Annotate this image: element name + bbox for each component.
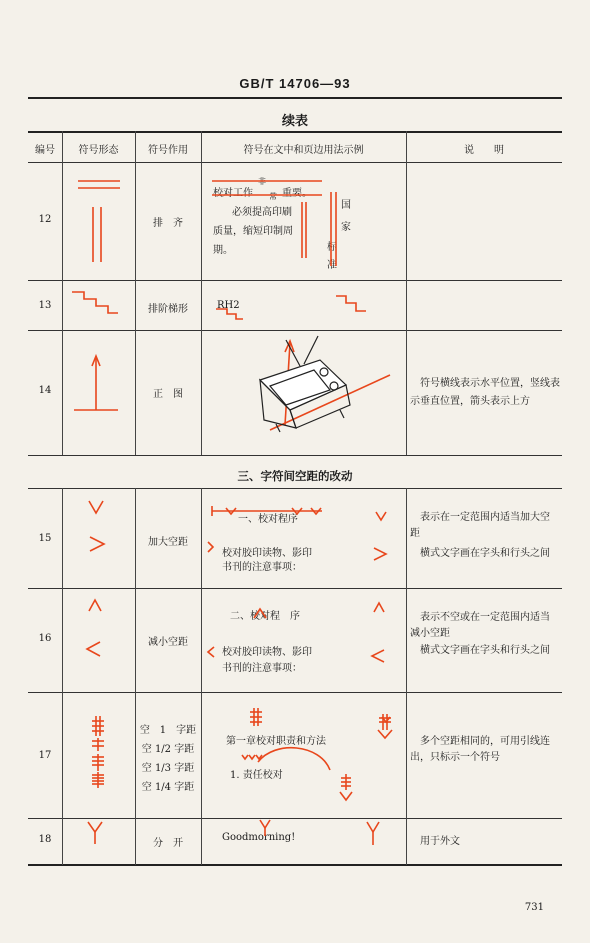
section-title: 三、字符间空距的改动 <box>237 469 353 483</box>
example-15-line3: 书刊的注意事项： <box>222 562 302 573</box>
row-no-12: 12 <box>38 214 52 225</box>
example-17-line2: 1. 责任校对 <box>230 770 283 781</box>
col-header-note: 说 明 <box>464 145 504 156</box>
function-15: 加大空距 <box>148 537 188 548</box>
row-no-16: 16 <box>38 633 52 644</box>
col-header-shape: 符号形态 <box>78 145 119 156</box>
table-top-rule <box>28 131 562 133</box>
function-18: 分 开 <box>153 838 183 849</box>
header-row-rule <box>28 162 562 163</box>
col-header-function: 符号作用 <box>148 145 188 156</box>
col-header-no: 编号 <box>35 145 55 156</box>
narrow-caret-icon <box>89 600 101 611</box>
row-no-15: 15 <box>38 533 52 544</box>
example-12-below: 常 <box>269 192 277 201</box>
function-12: 排 齐 <box>153 218 183 229</box>
split-symbol-icon <box>88 822 102 844</box>
note-15-line2: 距 <box>410 528 420 539</box>
example-12-margin-2: 家 <box>341 222 351 233</box>
example-13-text: RH2 <box>217 300 240 311</box>
header-rule <box>28 97 562 99</box>
tv-illustration <box>260 336 350 432</box>
example-12-para2: 质量，缩短印制周 <box>213 226 293 237</box>
note-15-line1: 表示在一定范围内适当加大空 <box>420 512 550 523</box>
example-12-margin-3: 标 <box>327 242 337 253</box>
example-17-line1: 第一章校对职责和方法 <box>226 736 326 747</box>
function-17-line2: 空 1/2 字距 <box>141 744 195 755</box>
note-17-line2: 出，只标示一个符号 <box>410 752 500 763</box>
step-margin-mark <box>336 296 366 311</box>
function-17-line1: 空 1 字距 <box>139 725 197 736</box>
note-14-line2: 示垂直位置，箭头表示上方 <box>410 396 530 407</box>
table-bottom-rule <box>28 864 562 866</box>
example-12-line1a: 校对工作 <box>213 188 253 199</box>
widen-v-icon <box>89 501 103 513</box>
example-12-margin-4: 准 <box>327 260 337 271</box>
example-12-margin-1: 国 <box>341 200 351 211</box>
example-16-line3: 书刊的注意事项： <box>222 663 302 674</box>
example-15-line1: 一、校对程序 <box>238 514 298 525</box>
continuation-title: 续表 <box>281 114 308 129</box>
example-15-line2: 校对胶印读物、影印 <box>222 548 312 559</box>
example-16-line1: 二、校对程 序 <box>230 611 300 622</box>
example-12-above: 非 <box>258 177 266 186</box>
example-16-line2: 校对胶印读物、影印 <box>222 647 312 658</box>
note-18-line1: 用于外文 <box>420 836 460 847</box>
function-16: 减小空距 <box>148 637 188 648</box>
document-header: GB/T 14706—93 <box>239 76 351 91</box>
example-12-para1: 必须提高印刷 <box>232 207 292 218</box>
page-number: 731 <box>524 902 544 913</box>
note-16-line3: 横式文字画在字头和行头之间 <box>420 645 550 656</box>
example-12-para3: 期。 <box>213 245 233 256</box>
narrow-lt-icon <box>87 642 100 656</box>
function-17-line3: 空 1/3 字距 <box>141 763 195 774</box>
upright-example-marks <box>270 341 390 430</box>
upright-symbol-icon <box>74 356 118 410</box>
note-15-line3: 横式文字画在字头和行头之间 <box>420 548 550 559</box>
example-12-line1b: 重要。 <box>282 188 312 199</box>
row-no-17: 17 <box>38 750 52 761</box>
space-example-marks <box>242 708 392 800</box>
row-no-14: 14 <box>38 385 52 396</box>
note-14-line1: 符号横线表示水平位置，竖线表 <box>420 378 560 389</box>
note-17-line1: 多个空距相同的，可用引线连 <box>420 736 550 747</box>
function-17-line4: 空 1/4 字距 <box>141 782 195 793</box>
col-header-example: 符号在文中和页边用法示例 <box>243 145 364 156</box>
widen-gt-icon <box>90 537 104 551</box>
row-no-13: 13 <box>38 300 52 311</box>
align-symbol-icon <box>78 181 120 262</box>
function-14: 正 图 <box>153 389 183 400</box>
note-16-line1: 表示不空或在一定范围内适当 <box>420 612 550 623</box>
function-13: 排阶梯形 <box>148 304 188 315</box>
note-16-line2: 减小空距 <box>410 628 450 639</box>
step-symbol-icon <box>72 292 118 313</box>
space-symbols-icon <box>92 716 104 788</box>
example-18-text: Goodmorning! <box>222 832 296 843</box>
row-no-18: 18 <box>38 834 52 845</box>
